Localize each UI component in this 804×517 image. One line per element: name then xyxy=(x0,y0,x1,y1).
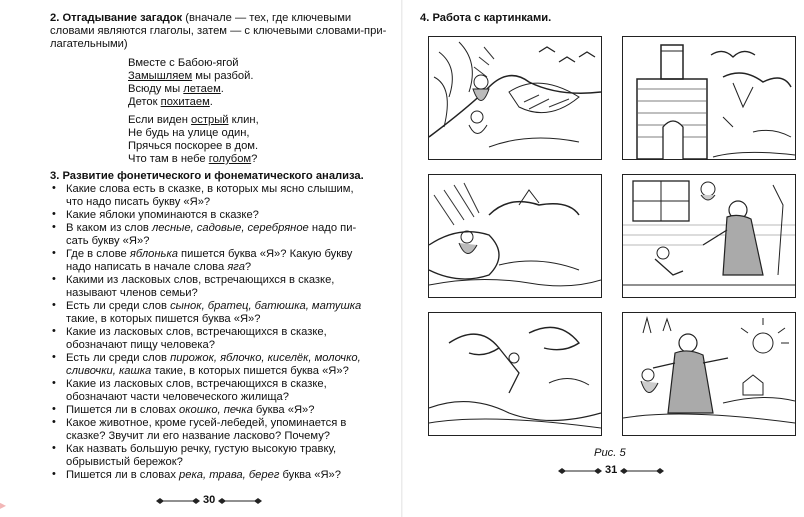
riddle-line xyxy=(128,96,213,109)
key-word: летаем xyxy=(183,83,221,95)
question-line: обозначают части человеческого жилища? xyxy=(66,391,289,403)
question-line: Какое животное, кроме гусей-лебедей, упоминается в xyxy=(66,417,347,429)
example-words: яга xyxy=(227,261,245,273)
section-2-intro-line2: словами являются глаголы, затем — с ключевыми словами-при- xyxy=(50,25,387,37)
section-3-title: 3. Развитие фонетического и фонематического анализа. xyxy=(50,170,364,182)
bullet-icon: • xyxy=(52,468,56,480)
question-line: сказке? Звучит ли его название ласково? Почему? xyxy=(66,430,331,442)
question-text: буква «Я»? xyxy=(252,404,315,416)
example-words: сливочки, кашка xyxy=(66,365,152,377)
riddle-line xyxy=(128,70,253,83)
riddle-line xyxy=(128,83,224,96)
bullet-icon: • xyxy=(52,416,56,428)
old-woman-and-boy-picture xyxy=(622,174,796,298)
illustration-icon xyxy=(429,175,601,297)
question-line: Какие из ласковых слов, встречающихся в сказке, xyxy=(66,326,327,338)
question-line: обрывистый бережок? xyxy=(66,456,183,468)
riddle-line xyxy=(128,153,257,166)
illustration-icon xyxy=(429,37,601,159)
bullet-icon: • xyxy=(52,351,56,363)
example-words: сынок, братец, батюшка, матушка xyxy=(170,300,362,312)
question-text: В каком из слов xyxy=(66,222,152,234)
witch-in-tree-picture xyxy=(428,36,602,160)
bullet-icon: • xyxy=(52,182,56,194)
question-line xyxy=(66,365,349,378)
section-2-heading xyxy=(50,12,351,25)
illustration-icon xyxy=(623,37,795,159)
question-text: ? xyxy=(244,261,252,273)
question-text: пишется буква «Я»? Какую букву xyxy=(177,248,353,260)
question-text: надо написать в начале слова xyxy=(66,261,228,273)
question-line: называют членов семьи? xyxy=(66,287,198,299)
section-4-title: 4. Работа с картинками. xyxy=(420,12,552,24)
question-line: Какие слова есть в сказке, в которых мы ясно слышим, xyxy=(66,183,354,195)
example-words: пирожок, яблочко, киселёк, молочко, xyxy=(170,352,361,364)
riddle-line: Прячься поскорее в дом. xyxy=(128,140,259,152)
scroll-marker-icon: ▸ xyxy=(0,498,7,512)
page-number-footer xyxy=(150,494,270,508)
bullet-icon: • xyxy=(52,325,56,337)
example-words: яблонька xyxy=(129,248,178,260)
riddle-text: мы разбой. xyxy=(192,70,254,82)
tower-with-birds-picture xyxy=(622,36,796,160)
example-words: лесные, садовые, серебряное xyxy=(151,222,309,234)
bullet-icon: • xyxy=(52,403,56,415)
illustration-icon xyxy=(623,313,795,435)
question-text: такие, в которых пишется буква «Я»? xyxy=(151,365,349,377)
riddle-text: Всюду мы xyxy=(128,83,184,95)
section-2-intro-line3: лагательными) xyxy=(50,38,128,50)
question-line: что надо писать букву «Я»? xyxy=(66,196,211,208)
riddle-line: Не будь на улице один, xyxy=(128,127,250,139)
example-words: окошко, печка xyxy=(179,404,253,416)
bullet-icon: • xyxy=(52,247,56,259)
question-text: надо пи- xyxy=(308,222,357,234)
riddle-text: ? xyxy=(251,153,258,165)
question-line: Какие яблоки упоминаются в сказке? xyxy=(66,209,259,221)
key-word: Замышляем xyxy=(128,70,193,82)
riddle-text: клин, xyxy=(228,114,259,126)
bullet-icon: • xyxy=(52,299,56,311)
bullet-icon: • xyxy=(52,221,56,233)
question-line: Какие из ласковых слов, встречающихся в сказке, xyxy=(66,378,327,390)
riddle-text: . xyxy=(220,83,224,95)
bullet-icon: • xyxy=(52,208,56,220)
question-line xyxy=(66,404,314,417)
question-text: буква «Я»? xyxy=(279,469,341,481)
question-text: Где в слове xyxy=(66,248,130,260)
section-2-intro-line1: (вначале — тех, где ключевыми xyxy=(185,12,352,24)
page-number-footer xyxy=(552,464,672,478)
question-line xyxy=(66,248,352,261)
question-line: Как назвать большую речку, густую высокую травку, xyxy=(66,443,337,455)
bullet-icon: • xyxy=(52,377,56,389)
riddle-line xyxy=(128,114,259,127)
question-line: такие, в которых пишется буква «Я»? xyxy=(66,313,261,325)
question-text: Есть ли среди слов xyxy=(66,300,171,312)
question-line: сать букву «Я»? xyxy=(66,235,150,247)
girl-and-flying-geese-picture xyxy=(428,174,602,298)
right-page xyxy=(402,0,804,517)
section-2-title: 2. Отгадывание загадок xyxy=(50,12,183,24)
geese-carrying-boy-picture xyxy=(428,312,602,436)
riddle-text: Что там в небе xyxy=(128,153,209,165)
key-word: острый xyxy=(191,114,229,126)
girl-running-with-brother-picture xyxy=(622,312,796,436)
page-number: 30 xyxy=(203,494,216,506)
page-number: 31 xyxy=(605,464,618,476)
bullet-icon: • xyxy=(52,442,56,454)
question-line xyxy=(66,222,356,235)
riddle-text: . xyxy=(209,96,213,108)
key-word: голубом xyxy=(208,153,252,165)
riddle-line: Вместе с Бабою-ягой xyxy=(128,57,239,69)
figure-caption: Рис. 5 xyxy=(594,447,626,459)
question-line xyxy=(66,352,361,365)
question-line xyxy=(66,261,251,274)
question-text: Пишется ли в словах xyxy=(66,404,180,416)
bullet-icon: • xyxy=(52,273,56,285)
question-line: Какими из ласковых слов, встречающихся в сказке, xyxy=(66,274,335,286)
question-line xyxy=(66,469,341,482)
riddle-text: Если виден xyxy=(128,114,192,126)
key-word: похитаем xyxy=(160,96,210,108)
question-text: Пишется ли в словах xyxy=(66,469,180,481)
example-words: река, трава, берег xyxy=(179,469,280,481)
question-text: Есть ли среди слов xyxy=(66,352,171,364)
illustration-icon xyxy=(623,175,795,297)
question-line xyxy=(66,300,361,313)
question-line: обозначают пищу человека? xyxy=(66,339,215,351)
illustration-icon xyxy=(429,313,601,435)
riddle-text: Деток xyxy=(128,96,161,108)
